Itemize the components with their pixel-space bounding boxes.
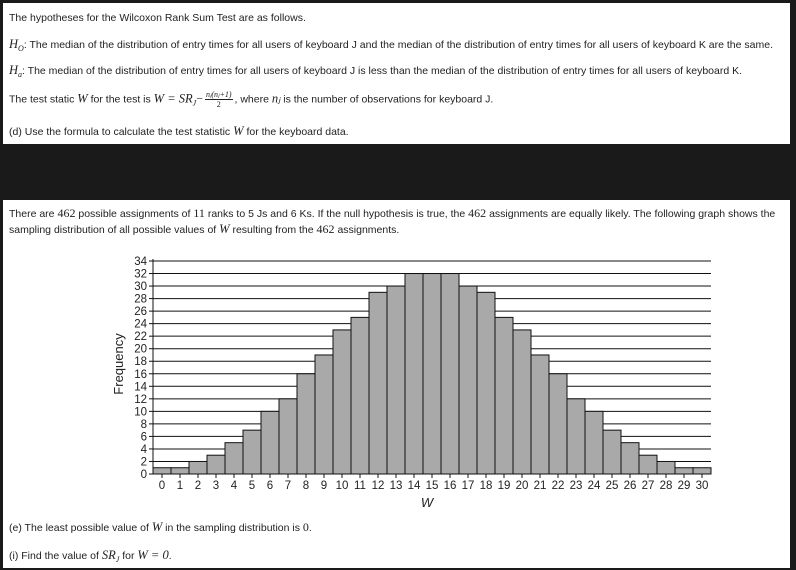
frac-denominator: 2: [216, 100, 221, 109]
x-tick-label-23: 23: [569, 480, 583, 492]
hypotheses-panel: [3, 3, 790, 144]
y-tick-label-2: 2: [140, 456, 147, 469]
x-tick-label-14: 14: [407, 480, 421, 492]
x-tick-label-29: 29: [677, 480, 691, 492]
stat-nj: nⱼ: [271, 91, 281, 106]
stat-minus: −: [196, 91, 203, 106]
part-d-pre: (d) Use the formula to calculate the test statistic: [9, 126, 231, 138]
x-tick-label-15: 15: [425, 480, 439, 492]
y-tick-label-22: 22: [134, 331, 147, 344]
y-tick-label-24: 24: [134, 318, 147, 331]
i-sr: SR: [101, 548, 116, 562]
x-tick-label-7: 7: [284, 480, 292, 492]
i-mid: for: [122, 550, 135, 562]
i-pre: (i) Find the value of: [9, 550, 99, 562]
bar-w-17: [459, 286, 477, 474]
y-tick-label-32: 32: [134, 268, 147, 281]
x-tick-label-24: 24: [587, 480, 601, 492]
x-tick-label-12: 12: [371, 480, 385, 492]
part-d-w: W: [233, 124, 244, 138]
x-tick-label-10: 10: [335, 480, 349, 492]
intro-line: [9, 12, 306, 24]
y-tick-label-4: 4: [140, 443, 147, 456]
part-d: [9, 124, 349, 139]
x-tick-label-2: 2: [194, 480, 202, 492]
e-val: 0: [302, 520, 309, 534]
stat-end: is the number of observations for keyboard J.: [283, 93, 494, 106]
sp-n462c: 462: [316, 222, 335, 236]
y-tick-label-8: 8: [140, 418, 147, 431]
null-hypothesis: [9, 37, 773, 53]
i-w: W = 0: [137, 548, 169, 562]
bar-w-19: [495, 317, 513, 474]
x-tick-label-9: 9: [320, 480, 328, 492]
y-tick-label-34: 34: [134, 256, 147, 268]
x-tick-label-3: 3: [212, 480, 220, 492]
bar-w-2: [189, 461, 207, 474]
h0-subscript: O: [18, 44, 24, 54]
y-tick-label-12: 12: [134, 393, 147, 406]
e-end: .: [308, 522, 312, 534]
sp-p5: resulting from the: [232, 224, 314, 236]
bar-w-22: [549, 374, 567, 474]
y-tick-label-26: 26: [134, 306, 147, 319]
e-w: W: [151, 520, 163, 534]
x-tick-label-0: 0: [158, 480, 166, 492]
bar-w-29: [675, 468, 693, 474]
x-tick-label-28: 28: [659, 480, 673, 492]
ha-subscript: a: [18, 70, 23, 80]
sp-p6: assignments.: [337, 224, 400, 236]
sp-n11: 11: [193, 206, 205, 220]
bar-w-21: [531, 355, 549, 474]
i-sub: J: [115, 555, 120, 565]
bar-w-27: [639, 455, 657, 474]
sp-w: W: [219, 222, 230, 236]
bar-w-5: [243, 430, 261, 474]
part-e: [9, 520, 312, 535]
x-tick-label-6: 6: [266, 480, 274, 492]
y-tick-label-18: 18: [134, 356, 147, 369]
x-tick-label-27: 27: [641, 480, 655, 492]
y-tick-label-6: 6: [140, 431, 147, 444]
sp-p1: There are: [9, 208, 55, 220]
y-tick-label-0: 0: [140, 469, 147, 481]
x-tick-label-26: 26: [623, 480, 637, 492]
bar-w-3: [207, 455, 225, 474]
y-tick-label-30: 30: [134, 281, 147, 294]
y-axis-label: Frequency: [111, 333, 126, 395]
test-statistic-line: [9, 90, 493, 109]
x-tick-label-1: 1: [176, 480, 184, 492]
bar-w-9: [315, 355, 333, 474]
sp-p4: assignments are equally likely. The following graph shows the sampling distribution of all possible values of: [9, 208, 776, 236]
intro-text: The hypotheses for the Wilcoxon Rank Sum Test are as follows.: [9, 12, 306, 24]
ha-text: : The median of the distribution of entry times for all users of keyboard J is less than the median of the distribution of entry times for all users of keyboard K.: [22, 65, 743, 77]
sp-n462a: 462: [57, 206, 76, 220]
bar-w-11: [351, 317, 369, 474]
frequency-histogram: [3, 200, 790, 568]
x-tick-label-5: 5: [248, 480, 256, 492]
x-axis-label: W: [420, 495, 434, 510]
bar-w-6: [261, 411, 279, 474]
x-tick-label-13: 13: [389, 480, 403, 492]
stat-formula: W = SR: [153, 91, 193, 106]
bar-w-28: [657, 461, 675, 474]
y-tick-label-14: 14: [134, 381, 147, 394]
sampling-panel: [3, 200, 790, 568]
x-tick-label-4: 4: [230, 480, 238, 492]
part-i: [9, 548, 172, 564]
y-tick-label-20: 20: [134, 343, 147, 356]
y-tick-label-16: 16: [134, 368, 147, 381]
bar-w-30: [693, 468, 711, 474]
y-tick-label-10: 10: [134, 406, 147, 419]
stat-pre: The test static: [9, 93, 75, 106]
h0-text: : The median of the distribution of entry times for all users of keyboard J and the median of the distribution of entry times for all users of keyboard K are the same.: [23, 39, 773, 51]
alt-hypothesis: [9, 63, 742, 79]
bar-w-20: [513, 330, 531, 474]
e-pre: (e) The least possible value of: [9, 522, 149, 534]
bar-w-23: [567, 399, 585, 474]
h0-symbol: H: [9, 37, 19, 51]
i-end: .: [168, 550, 172, 562]
stat-formula-sub: J: [192, 98, 197, 108]
bar-w-24: [585, 411, 603, 474]
sp-p3: ranks to 5 Js and 6 Ks. If the null hypothesis is true, the: [207, 208, 466, 220]
bar-w-26: [621, 443, 639, 474]
x-tick-label-18: 18: [479, 480, 493, 492]
bar-w-0: [153, 468, 171, 474]
bar-w-15: [423, 274, 441, 474]
x-tick-label-8: 8: [302, 480, 310, 492]
x-tick-label-30: 30: [695, 480, 709, 492]
part-d-post: for the keyboard data.: [246, 126, 349, 138]
x-tick-label-11: 11: [354, 480, 366, 492]
x-tick-label-16: 16: [443, 480, 457, 492]
bar-w-1: [171, 468, 189, 474]
x-tick-label-20: 20: [515, 480, 529, 492]
stat-mid: for the test is: [90, 93, 151, 106]
e-mid: in the sampling distribution is: [165, 522, 300, 534]
bar-w-13: [387, 286, 405, 474]
sp-n462b: 462: [468, 206, 487, 220]
bar-w-14: [405, 274, 423, 474]
bar-w-8: [297, 374, 315, 474]
bar-w-16: [441, 274, 459, 474]
x-tick-label-17: 17: [461, 480, 475, 492]
stat-w: W: [77, 91, 88, 106]
stat-post: , where: [234, 93, 269, 106]
bar-w-10: [333, 330, 351, 474]
sp-p2: possible assignments of: [78, 208, 191, 220]
x-tick-label-19: 19: [497, 480, 511, 492]
stat-fraction: [205, 90, 233, 109]
bar-w-18: [477, 292, 495, 474]
x-tick-label-21: 21: [533, 480, 547, 492]
bar-w-25: [603, 430, 621, 474]
frac-numerator: nⱼ(nⱼ+1): [205, 90, 232, 99]
bar-w-12: [369, 292, 387, 474]
x-tick-label-22: 22: [551, 480, 565, 492]
x-tick-label-25: 25: [605, 480, 619, 492]
ha-symbol: H: [9, 63, 19, 77]
y-tick-label-28: 28: [134, 293, 147, 306]
bar-w-4: [225, 443, 243, 474]
bar-w-7: [279, 399, 297, 474]
